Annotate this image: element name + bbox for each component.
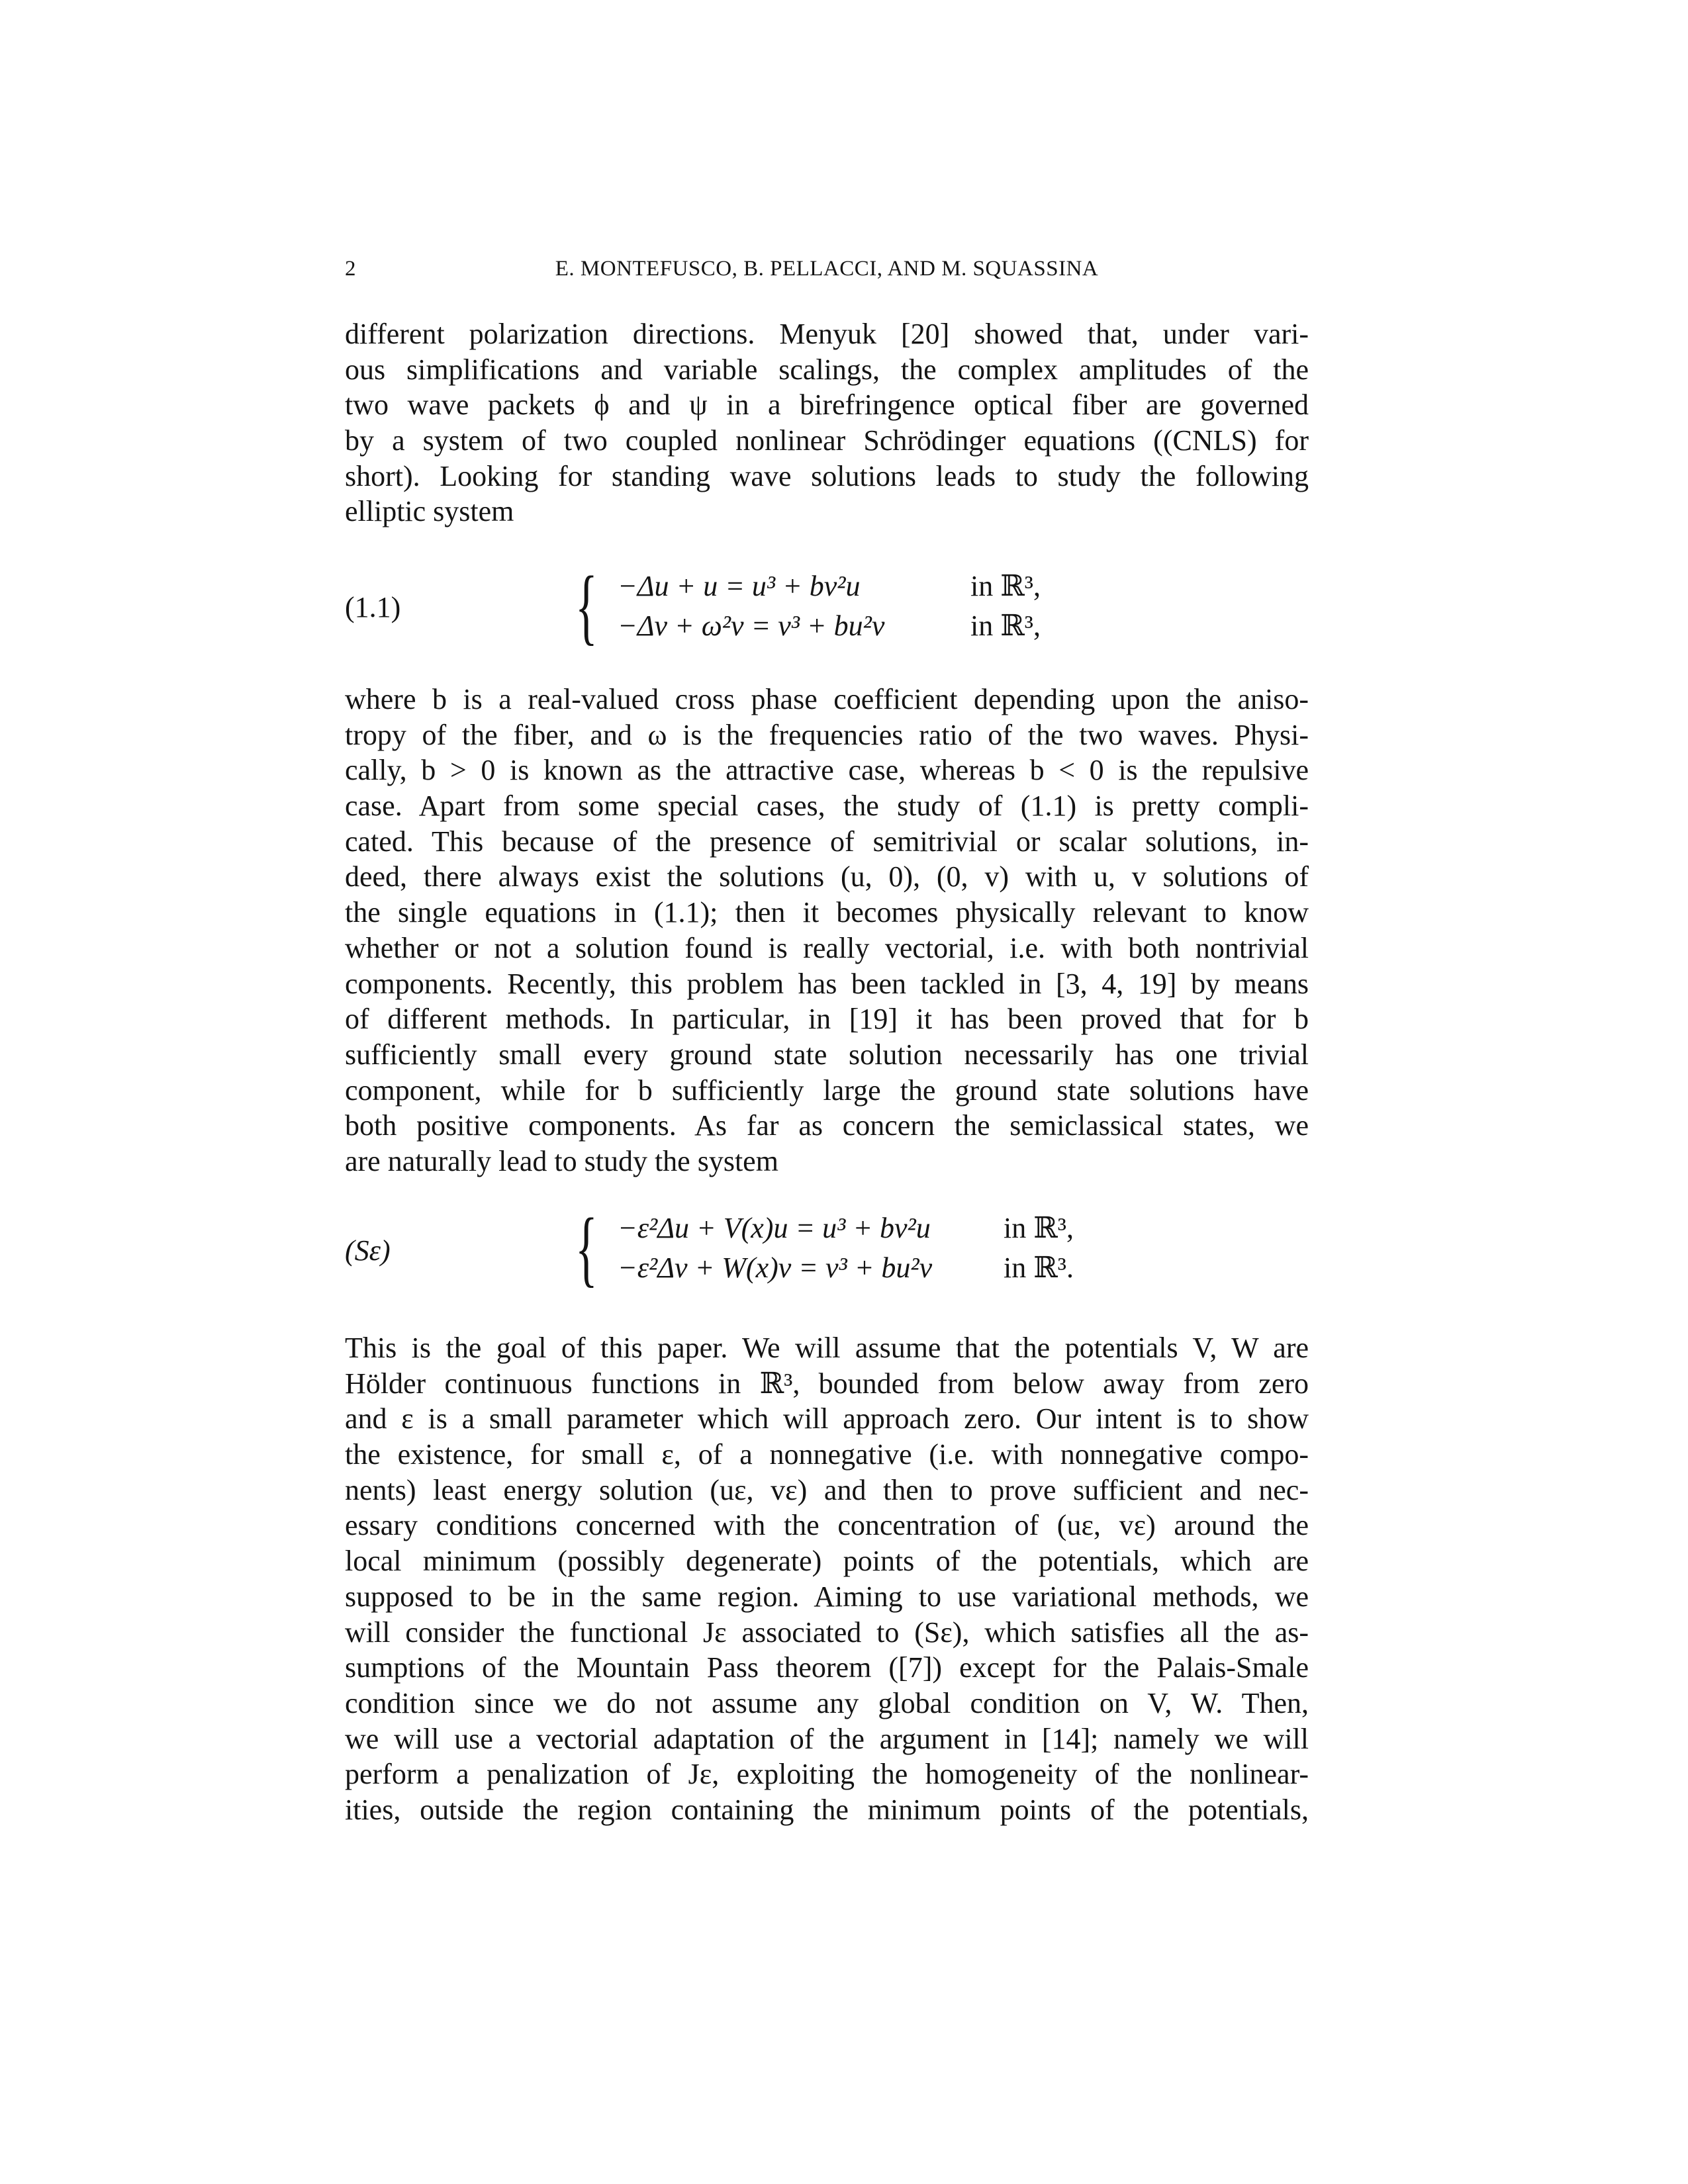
text-line: condition since we do not assume any global condition on V, W. Then, <box>345 1686 1309 1719</box>
text-line: ous simplifications and variable scalings, the complex amplitudes of the <box>345 353 1309 386</box>
paragraph-3 <box>345 1330 1309 1828</box>
text-line: case. Apart from some special cases, the study of (1.1) is pretty compli- <box>345 790 1309 823</box>
text-line: both positive components. As far as concern the semiclassical states, we <box>345 1109 1309 1142</box>
text-line: the existence, for small ε, of a nonnegative (i.e. with nonnegative compo- <box>345 1438 1309 1471</box>
equation-lhs: −Δv + ω²v = v³ + bu²v <box>618 610 885 642</box>
running-head-authors: E. MONTEFUSCO, B. PELLACCI, AND M. SQUASSINA <box>555 257 1099 281</box>
text-line: essary conditions concerned with the concentration of (uε, vε) around the <box>345 1509 1309 1542</box>
equation-domain: in ℝ³, <box>1004 1212 1074 1244</box>
equation-domain: in ℝ³. <box>1004 1251 1074 1284</box>
text-line: where b is a real-valued cross phase coefficient depending upon the aniso- <box>345 683 1309 715</box>
text-line: elliptic system <box>345 495 514 528</box>
equation-domain: in ℝ³, <box>970 610 1041 642</box>
text-line: supposed to be in the same region. Aiming to use variational methods, we <box>345 1580 1309 1613</box>
text-line: sumptions of the Mountain Pass theorem ([7]) except for the Palais-Smale <box>345 1651 1309 1684</box>
text-line: we will use a vectorial adaptation of the argument in [14]; namely we will <box>345 1722 1309 1755</box>
paragraph-2 <box>345 682 1309 1179</box>
equation-label: (Sε) <box>345 1234 391 1267</box>
text-line: ities, outside the region containing the minimum points of the potentials, <box>345 1793 1309 1826</box>
text-line: by a system of two coupled nonlinear Schrödinger equations ((CNLS) for <box>345 424 1309 457</box>
equation-domain: in ℝ³, <box>970 570 1041 602</box>
text-line: different polarization directions. Menyuk [20] showed that, under vari- <box>345 318 1309 350</box>
text-line: tropy of the fiber, and ω is the frequencies ratio of the two waves. Physi- <box>345 718 1309 751</box>
text-line: short). Looking for standing wave solutions leads to study the following <box>345 459 1309 492</box>
text-line: perform a penalization of Jε, exploiting the homogeneity of the nonlinear- <box>345 1758 1309 1791</box>
equation-lhs: −ε²Δu + V(x)u = u³ + bv²u <box>618 1212 931 1244</box>
text-line: Hölder continuous functions in ℝ³, bounded from below away from zero <box>345 1367 1309 1400</box>
paragraph-1 <box>345 316 1309 529</box>
text-line: whether or not a solution found is really vectorial, i.e. with both nontrivial <box>345 931 1309 964</box>
text-line: components. Recently, this problem has been tackled in [3, 4, 19] by means <box>345 967 1309 1000</box>
text-line: sufficiently small every ground state solution necessarily has one trivial <box>345 1038 1309 1071</box>
text-line: component, while for b sufficiently large the ground state solutions have <box>345 1073 1309 1107</box>
page-number: 2 <box>345 257 356 281</box>
equation-label: (1.1) <box>345 591 401 623</box>
text-line: This is the goal of this paper. We will assume that the potentials V, W are <box>345 1332 1309 1364</box>
equation-s-epsilon <box>345 1201 1309 1297</box>
text-line: deed, there always exist the solutions (u, 0), (0, v) with u, v solutions of <box>345 860 1309 893</box>
text-line: the single equations in (1.1); then it becomes physically relevant to know <box>345 896 1309 929</box>
text-line: and ε is a small parameter which will approach zero. Our intent is to show <box>345 1402 1309 1435</box>
text-line: two wave packets ϕ and ψ in a birefringence optical fiber are governed <box>345 388 1309 422</box>
page-header <box>345 257 1309 290</box>
text-line: are naturally lead to study the system <box>345 1144 778 1177</box>
text-line: local minimum (possibly degenerate) points of the potentials, which are <box>345 1545 1309 1578</box>
text-line: cated. This because of the presence of semitrivial or scalar solutions, in- <box>345 825 1309 858</box>
text-line: will consider the functional Jε associated to (Sε), which satisfies all the as- <box>345 1615 1309 1649</box>
text-line: of different methods. In particular, in [19] it has been proved that for b <box>345 1003 1309 1036</box>
left-brace: { <box>575 559 598 653</box>
equation-lhs: −Δu + u = u³ + bv²u <box>618 570 861 602</box>
left-brace: { <box>575 1201 598 1295</box>
equation-1-1 <box>345 559 1309 655</box>
text-line: nents) least energy solution (uε, vε) and then to prove sufficient and nec- <box>345 1473 1309 1506</box>
text-line: cally, b > 0 is known as the attractive case, whereas b < 0 is the repulsive <box>345 754 1309 787</box>
equation-lhs: −ε²Δv + W(x)v = v³ + bu²v <box>618 1251 933 1284</box>
